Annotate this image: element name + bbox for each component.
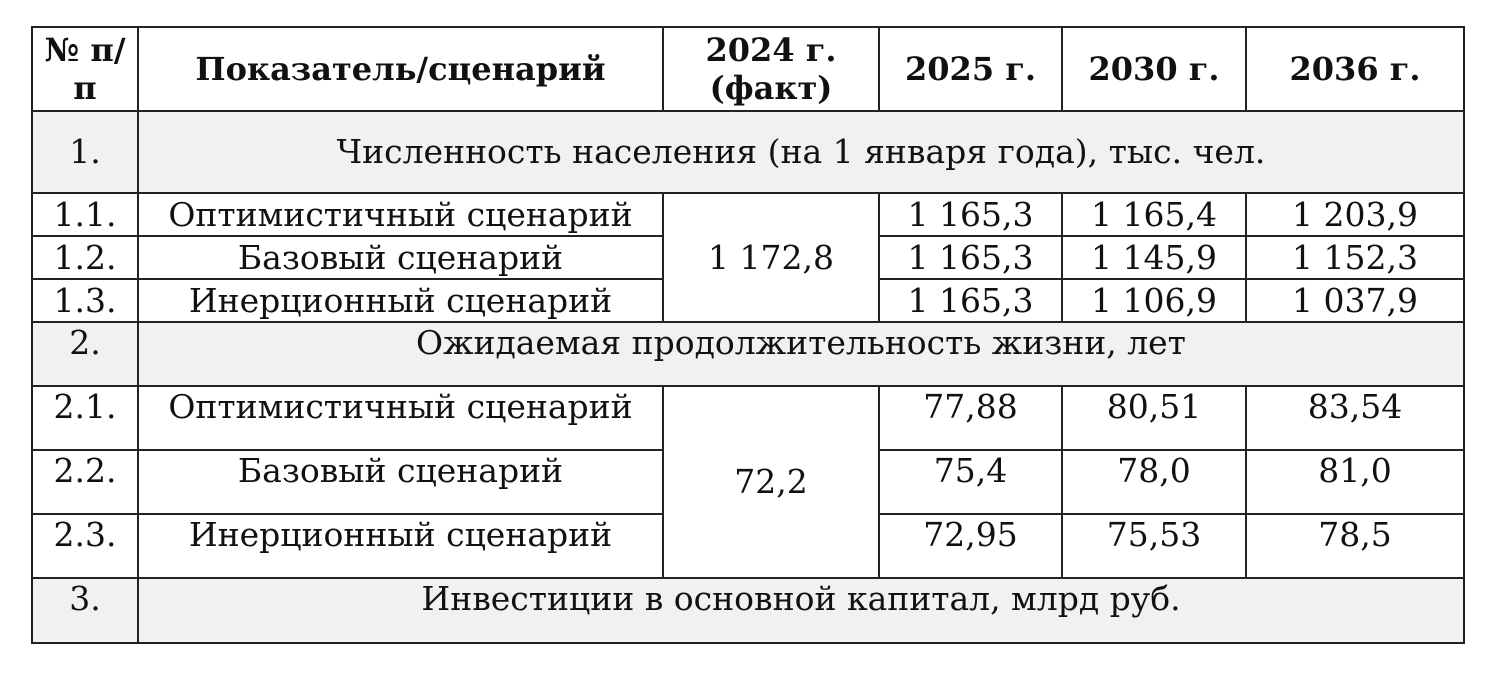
- value-2036: 81,0: [1246, 450, 1464, 514]
- value-2030: 80,51: [1062, 386, 1246, 450]
- value-2025: 1 165,3: [879, 236, 1062, 279]
- header-2030: 2030 г.: [1062, 27, 1246, 111]
- value-2025: 77,88: [879, 386, 1062, 450]
- table-row: [32, 193, 1464, 236]
- section-num: 1.: [32, 111, 138, 193]
- row-name: Оптимистичный сценарий: [138, 193, 663, 236]
- header-2025: 2025 г.: [879, 27, 1062, 111]
- row-num: 1.2.: [32, 236, 138, 279]
- value-2036: 83,54: [1246, 386, 1464, 450]
- section-num: 3.: [32, 578, 138, 643]
- section-row-population: [32, 111, 1464, 193]
- row-num: 2.1.: [32, 386, 138, 450]
- header-row: [32, 27, 1464, 111]
- fact-value: 72,2: [663, 386, 879, 578]
- header-num: № п/п: [32, 27, 138, 111]
- value-2030: 1 165,4: [1062, 193, 1246, 236]
- row-name: Базовый сценарий: [138, 450, 663, 514]
- section-title: Инвестиции в основной капитал, млрд руб.: [138, 578, 1464, 643]
- fact-value: 1 172,8: [663, 193, 879, 322]
- row-num: 2.3.: [32, 514, 138, 578]
- row-name: Инерционный сценарий: [138, 514, 663, 578]
- header-2036: 2036 г.: [1246, 27, 1464, 111]
- value-2036: 1 203,9: [1246, 193, 1464, 236]
- value-2030: 78,0: [1062, 450, 1246, 514]
- value-2025: 1 165,3: [879, 279, 1062, 322]
- section-title: Ожидаемая продолжительность жизни, лет: [138, 322, 1464, 386]
- row-name: Оптимистичный сценарий: [138, 386, 663, 450]
- value-2030: 75,53: [1062, 514, 1246, 578]
- section-num: 2.: [32, 322, 138, 386]
- header-indicator: Показатель/сценарий: [138, 27, 663, 111]
- value-2030: 1 145,9: [1062, 236, 1246, 279]
- section-row-life-expectancy: [32, 322, 1464, 386]
- value-2036: 1 152,3: [1246, 236, 1464, 279]
- value-2025: 75,4: [879, 450, 1062, 514]
- value-2036: 1 037,9: [1246, 279, 1464, 322]
- section-title: Численность населения (на 1 января года), тыс. чел.: [138, 111, 1464, 193]
- section-row-investment: [32, 578, 1464, 643]
- forecast-table: [31, 26, 1465, 644]
- header-2024: 2024 г. (факт): [663, 27, 879, 111]
- row-name: Инерционный сценарий: [138, 279, 663, 322]
- row-num: 2.2.: [32, 450, 138, 514]
- row-num: 1.3.: [32, 279, 138, 322]
- value-2036: 78,5: [1246, 514, 1464, 578]
- value-2025: 72,95: [879, 514, 1062, 578]
- row-num: 1.1.: [32, 193, 138, 236]
- row-name: Базовый сценарий: [138, 236, 663, 279]
- table-row: [32, 386, 1464, 450]
- value-2025: 1 165,3: [879, 193, 1062, 236]
- value-2030: 1 106,9: [1062, 279, 1246, 322]
